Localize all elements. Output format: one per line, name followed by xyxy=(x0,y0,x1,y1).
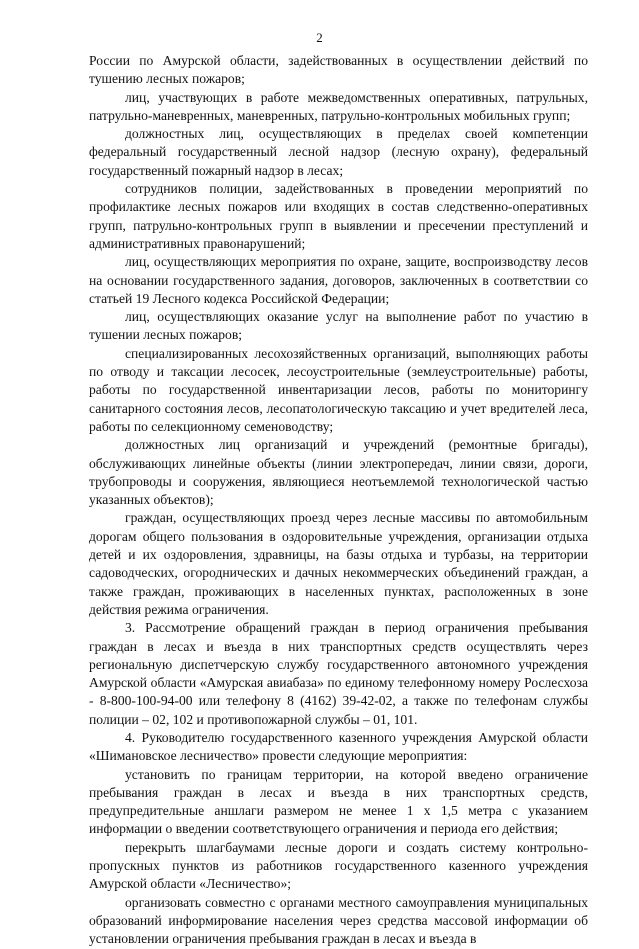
paragraph: организовать совместно с органами местного самоуправления муниципальных образований информирование населения через средства массовой информации об установлении ограничения пребывания граждан в лесах и въезда в xyxy=(89,894,588,947)
paragraph: перекрыть шлагбаумами лесные дороги и создать систему контрольно-пропускных пунктов из работников государственного казенного учреждения Амурской области «Лесничество»; xyxy=(89,839,588,892)
paragraph: должностных лиц, осуществляющих в пределах своей компетенции федеральный государственный лесной надзор (лесную охрану), федеральный государственный пожарный надзор в лесах; xyxy=(89,126,588,178)
paragraph: России по Амурской области, задействованных в осуществлении действий по тушению лесных пожаров; xyxy=(89,53,588,87)
paragraph: сотрудников полиции, задействованных в проведении мероприятий по профилактике лесных пожаров или входящих в состав следственно-оперативных групп, патрульно-контрольных групп в выявлении и пресечении преступлений и административных правонарушений; xyxy=(89,181,588,251)
document-body xyxy=(89,52,588,949)
paragraph: лиц, участвующих в работе межведомственных оперативных, патрульных, патрульно-маневренных, маневренных, патрульно-контрольных мобильных групп; xyxy=(89,89,588,123)
paragraph: 3. Рассмотрение обращений граждан в период ограничения пребывания граждан в лесах и въезда в них транспортных средств осуществлять через региональную диспетчерскую службу государственного автономного учреждения Амурской области «Амурская авиабаза» по единому телефонному номеру Рослесхоза - 8-800-100-94-00 или телефону 8 (4162) 39-42-02, а также по телефонам службы полиции – 02, 102 и противопожарной службы – 01, 101. xyxy=(89,620,588,727)
paragraph: должностных лиц организаций и учреждений (ремонтные бригады), обслуживающих линейные объекты (линии электропередач, линии связи, дороги, трубопроводы и сооружения, являющиеся неотъемлемой технологической частью указанных объектов); xyxy=(89,437,588,508)
paragraph: лиц, осуществляющих мероприятия по охране, защите, воспроизводству лесов на основании государственного задания, договоров, заключенных в соответствии со статьей 19 Лесного кодекса Российской Федерации; xyxy=(89,254,588,306)
page-number: 2 xyxy=(316,30,323,45)
paragraph: установить по границам территории, на которой введено ограничение пребывания граждан в лесах и въезда в них транспортных средств, предупредительные аншлаги размером не менее 1 х 1,5 метра с указанием информации о введении соответствующего ограничения и периода его действия; xyxy=(89,766,588,837)
paragraph: граждан, осуществляющих проезд через лесные массивы по автомобильным дорогам общего пользования в оздоровительные учреждения, организации отдыха детей и их оздоровления, здравницы, на базы отдыха и турбазы, на территории садоводческих, огороднических и дачных некоммерческих объединений граждан, а также граждан, проживающих в населенных пунктах, расположенных в зоне действия режима ограничения. xyxy=(89,510,588,617)
paragraph: лиц, осуществляющих оказание услуг на выполнение работ по участию в тушении лесных пожаров; xyxy=(89,309,588,343)
paragraph: специализированных лесохозяйственных организаций, выполняющих работы по отводу и таксации лесосек, лесоустроительные (землеустроительные) работы, работы по государственной инвентаризации лесов, работы по мониторингу санитарного состояния лесов, лесопатологическую таксацию и учет вредителей леса, работы по селекционному семеноводству; xyxy=(89,345,588,434)
paragraph: 4. Руководителю государственного казенного учреждения Амурской области «Шимановское лесничество» провести следующие мероприятия: xyxy=(89,729,588,764)
